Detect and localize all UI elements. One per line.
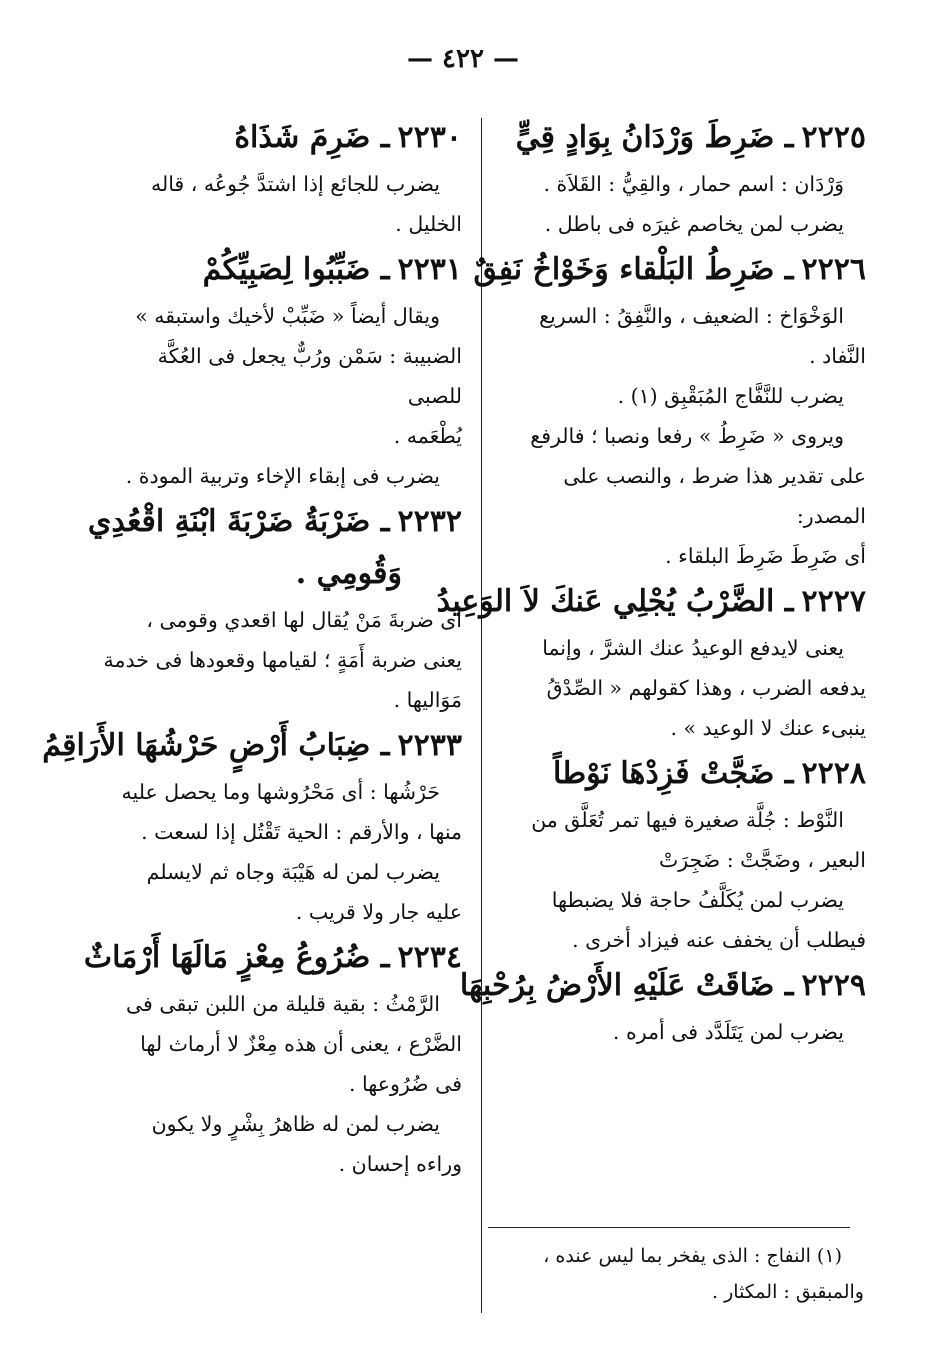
right-column [436, 112, 866, 1322]
proverb-heading [436, 576, 866, 628]
proverb-line: فى ضُرُوعها . [349, 1072, 462, 1096]
proverb-heading [42, 720, 462, 772]
proverb-line: عليه جار ولا قريب . [295, 900, 462, 924]
proverb-title: ـ ضَجَّتْ فَزِدْهَا نَوْطاً [553, 756, 794, 791]
proverb-number: ٢٢٣٠ [397, 120, 462, 155]
proverb-line: النَّوْط : جُلَّة صغيرة فيها تمر تُعَلَّق من [531, 808, 844, 832]
proverb-line: حَرْشُها : أى مَحْرُوشها وما يحصل عليه [121, 780, 440, 804]
proverb-line: الضَّرْع ، يعنى أن هذه مِعْزٌ لا أرماث لها [140, 1032, 462, 1056]
proverb-number: ٢٢٣٤ [397, 940, 462, 975]
page-number: — ٤٢٢ — [406, 44, 520, 74]
left-column [42, 112, 462, 1322]
proverb-line: أى ضربةَ مَنْ يُقال لها اقعدي وقومى ، [146, 608, 462, 632]
proverb-line: البعير ، وضَجَّتْ : ضَجِرَتْ [658, 848, 866, 872]
proverb-line: منها ، والأرقم : الحية تَقْتُل إذا لسعت . [141, 820, 462, 844]
footnote-line: والمبقبق : المكثار . [712, 1281, 864, 1303]
footnotes [494, 1238, 864, 1310]
proverb-entry [436, 576, 866, 748]
proverb-line: الضبيبة : سَمْن ورُبٌّ يجعل فى العُكَّة للصبى [157, 344, 462, 408]
proverb-entry [87, 496, 462, 720]
proverb-line: مَوَاليها . [393, 688, 462, 712]
proverb-heading [459, 960, 866, 1012]
proverb-title: ـ ضِبَابُ أَرْضٍ حَرْشُهَا الأَرَاقِمُ [42, 728, 390, 763]
proverb-title: ـ ضَرِطُ البَلْقاء وَخَوْاخُ نَفِقٌ [473, 252, 794, 287]
proverb-entry [100, 112, 462, 244]
proverb-line: وَرْدَان : اسم حمار ، والقِيُّ : القَلاَة . [543, 172, 844, 196]
proverb-line: يضرب لمن يخاصم غيرَه فى باطل . [544, 212, 844, 236]
proverb-number: ٢٢٢٧ [801, 584, 866, 619]
proverb-line: ويقال أيضاً « ضَبِّبْ لأخيك واستبقه » [135, 304, 440, 328]
proverb-line: الرَّمْثُ : بقية قليلة من اللبن تبقى فى [125, 992, 440, 1016]
proverb-line: يضرب لمن له هَيْبَة وجاه ثم لايسلم [146, 860, 440, 884]
proverb-entry [494, 112, 866, 244]
proverb-heading [83, 932, 462, 984]
footnote-rule [488, 1227, 850, 1228]
proverb-entry [42, 720, 462, 932]
proverb-entry [459, 960, 866, 1052]
proverb-title: ـ ضَرِطَ وَرْدَانُ بِوَادٍ قِيٍّ [515, 120, 794, 155]
proverb-line: يضرب لمن يَتَلَدَّد فى أمره . [612, 1020, 844, 1044]
proverb-number: ٢٢٢٥ [801, 120, 866, 155]
proverb-title: ـ الضَّرْبُ يُجْلِي عَنكَ لاَ الوَعِيدُ [436, 584, 794, 619]
proverb-line: يعنى ضربة أَمَةٍ ؛ لقيامها وقعودها فى خدمة [103, 648, 462, 672]
proverb-entry [494, 748, 866, 960]
proverb-title: ـ ضُرُوعُ مِعْزٍ مَالَهَا أَرْمَاثٌ [83, 940, 390, 975]
proverb-title: ـ ضَرْبَةُ ضَرْبَةَ ابْنَةِ اقْعُدِي [87, 504, 390, 539]
proverb-number: ٢٢٢٨ [801, 756, 866, 791]
proverb-entry [100, 244, 462, 496]
proverb-line: النَّفاد . [809, 344, 866, 368]
proverb-line: فيطلب أن يخفف عنه فيزاد أخرى . [572, 928, 866, 952]
proverb-line: يعنى لايدفع الوعيدُ عنك الشرَّ ، وإنما [542, 636, 844, 660]
footnote-line: (١) النفاج : الذى يفخر بما ليس عنده ، [543, 1245, 842, 1267]
proverb-line: يضرب فى إبقاء الإخاء وتربية المودة . [125, 464, 440, 488]
proverb-line: على تقدير هذا ضرط ، والنصب على المصدر: [563, 464, 866, 528]
proverb-number: ٢٢٢٩ [801, 968, 866, 1003]
proverb-line: الخليل . [395, 212, 462, 236]
proverb-number: ٢٢٣٣ [397, 728, 462, 763]
proverb-title: ـ ضَاقَتْ عَلَيْهِ الأَرْضُ بِرُحْبِهَا [459, 968, 794, 1003]
proverb-heading [100, 244, 462, 296]
proverb-line: يضرب للنَّفَّاج المُبَقْبِق (١) . [617, 384, 844, 408]
proverb-entry [83, 932, 462, 1184]
proverb-heading [87, 496, 462, 548]
proverb-line: يدفعه الضرب ، وهذا كقولهم « الصِّدْقُ [546, 676, 866, 700]
column-divider [481, 118, 482, 1313]
proverb-line: يضرب لمن يُكَلَّفُ حاجة فلا يضبطها [551, 888, 844, 912]
proverb-line: وراءه إحسان . [338, 1152, 462, 1176]
proverb-number: ٢٢٢٦ [801, 252, 866, 287]
proverb-heading [494, 112, 866, 164]
proverb-line: ينبىء عنك لا الوعيد » . [670, 716, 866, 740]
proverb-line: الوَخْوَاخ : الضعيف ، والنَّفِقُ : السريع [539, 304, 844, 328]
proverb-number: ٢٢٣١ [397, 252, 462, 287]
proverb-title: ـ ضَبِّبُوا لِصَبِيِّكُمْ [202, 252, 390, 287]
proverb-title-continuation: وَقُومِي . [295, 556, 402, 591]
proverb-line: يضرب لمن له ظاهرُ بِشْرٍ ولا يكون [151, 1112, 440, 1136]
proverb-line: أى ضَرِطَ ضَرِطَ البلقاء . [665, 544, 866, 568]
proverb-title: ـ ضَرِمَ شَذَاهُ [234, 120, 390, 155]
proverb-heading [100, 112, 462, 164]
proverb-heading [494, 748, 866, 800]
proverb-entry [473, 244, 866, 576]
proverb-line: ويروى « ضَرِطُ » رفعا ونصبا ؛ فالرفع [530, 424, 844, 448]
proverb-line: يضرب للجائع إذا اشتدَّ جُوعُه ، قاله [150, 172, 440, 196]
proverb-number: ٢٢٣٢ [397, 504, 462, 539]
proverb-heading [473, 244, 866, 296]
proverb-line: يُطْعَمه . [393, 424, 462, 448]
